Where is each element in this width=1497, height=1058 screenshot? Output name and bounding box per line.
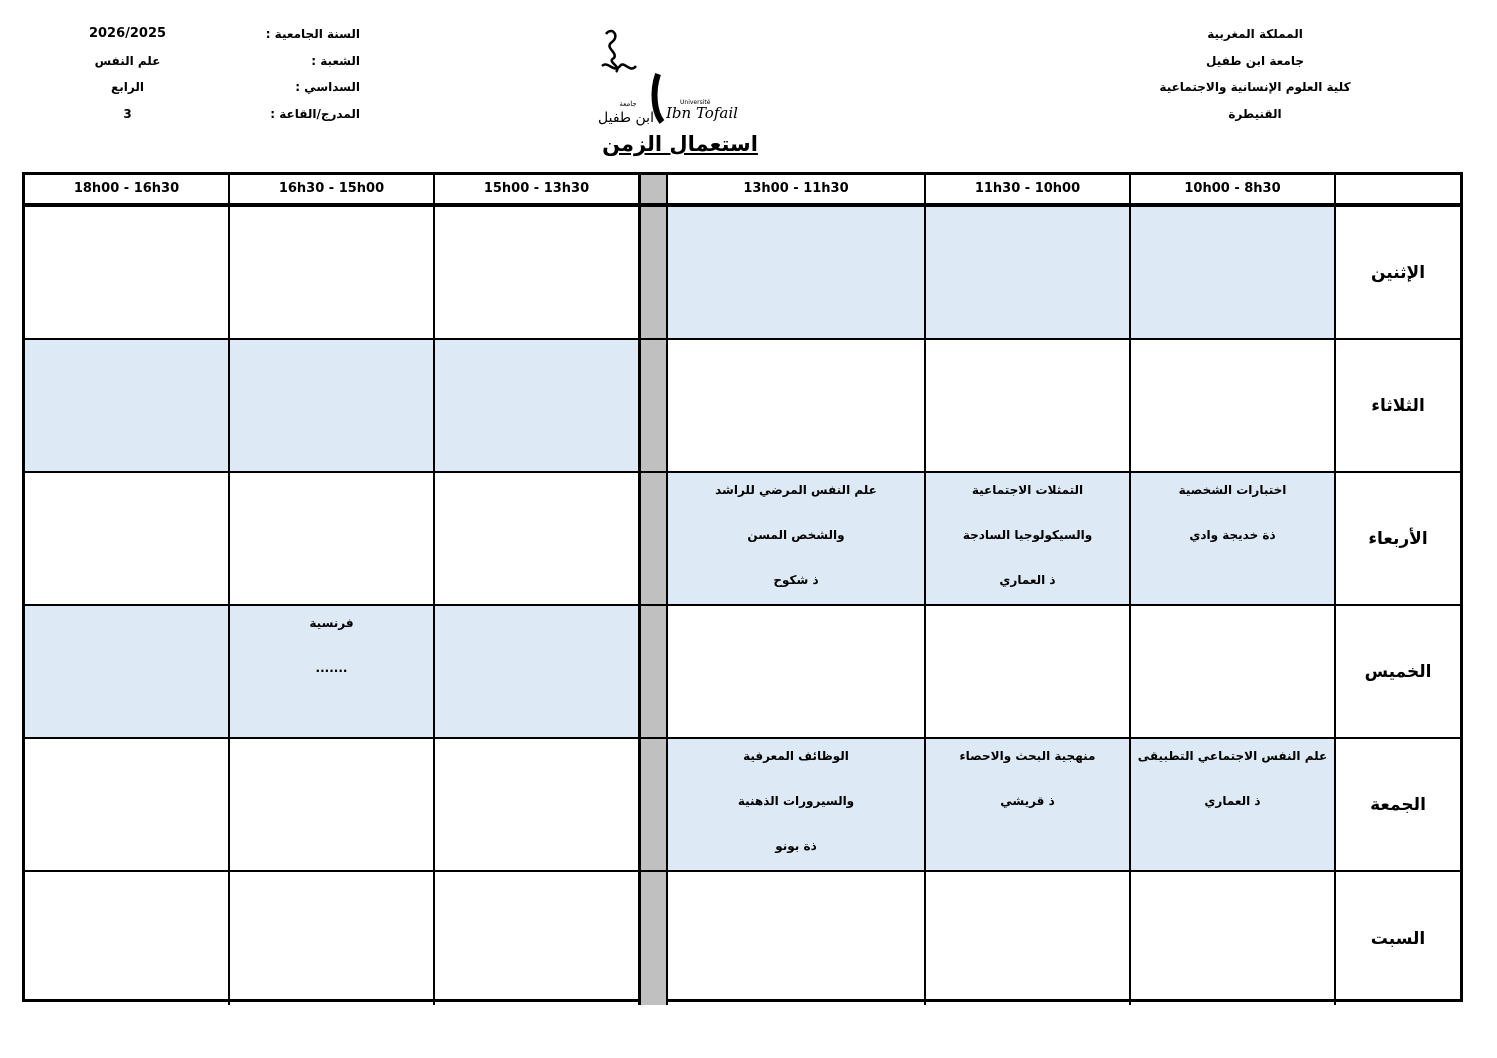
schedule-cell xyxy=(668,340,926,473)
course-line: والسيرورات الذهنية xyxy=(737,794,855,808)
schedule-cell xyxy=(668,207,926,340)
break-column xyxy=(640,340,668,473)
schedule-cell xyxy=(926,606,1131,739)
time-slot-header: 11h30 - 10h00 xyxy=(926,175,1131,207)
schedule-cell xyxy=(435,340,640,473)
course-instructor: ذ قريشي xyxy=(1000,794,1055,808)
time-slot-header: 16h30 - 15h00 xyxy=(230,175,435,207)
course-instructor: ذ العماري xyxy=(999,573,1056,587)
semester-label: السداسي : xyxy=(295,80,360,94)
course-instructor: ذة خديجة وادي xyxy=(1189,528,1276,542)
info-values xyxy=(60,24,195,130)
schedule-cell xyxy=(435,207,640,340)
break-column xyxy=(640,739,668,872)
schedule-cell xyxy=(926,872,1131,1005)
time-slot-header: 18h00 - 16h30 xyxy=(25,175,230,207)
room-value: 3 xyxy=(123,106,132,121)
schedule-cell xyxy=(435,473,640,606)
schedule-cell xyxy=(25,340,230,473)
schedule-cell xyxy=(25,473,230,606)
day-label: الأربعاء xyxy=(1336,473,1460,606)
schedule-cell xyxy=(230,872,435,1005)
header-line: جامعة ابن طفيل xyxy=(1206,53,1304,68)
room-label: المدرج/القاعة : xyxy=(270,106,360,121)
course-line: فرنسية xyxy=(309,616,354,630)
break-column xyxy=(640,175,668,207)
course-line: اختبارات الشخصية xyxy=(1178,483,1287,497)
course-cell xyxy=(926,739,1131,872)
header-line: المملكة المغربية xyxy=(1207,27,1303,41)
schedule-cell xyxy=(230,207,435,340)
day-label: الإثنين xyxy=(1336,207,1460,340)
academic-year-value: 2026/2025 xyxy=(88,26,167,41)
page-title: استعمال الزمن xyxy=(602,132,758,156)
schedule-cell xyxy=(1131,340,1336,473)
course-cell xyxy=(926,473,1131,606)
schedule-cell xyxy=(926,340,1131,473)
schedule-cell xyxy=(435,872,640,1005)
schedule-cell xyxy=(926,207,1131,340)
logo-text: Ibn Tofail xyxy=(666,104,738,122)
schedule-cell xyxy=(25,872,230,1005)
schedule-cell xyxy=(1131,207,1336,340)
break-column xyxy=(640,207,668,340)
schedule-cell xyxy=(435,739,640,872)
institution-header xyxy=(1125,24,1385,130)
day-label: الثلاثاء xyxy=(1336,340,1460,473)
day-column-header xyxy=(1336,175,1460,207)
department-label: الشعبة : xyxy=(311,53,360,68)
course-cell xyxy=(668,473,926,606)
course-cell xyxy=(1131,739,1336,872)
schedule-cell xyxy=(435,606,640,739)
info-labels xyxy=(230,24,360,130)
course-line: علم النفس الاجتماعي التطبيقى xyxy=(1137,749,1328,763)
course-instructor: ذ شكوح xyxy=(773,573,819,587)
semester-value: الرابع xyxy=(111,80,144,94)
header-line: القنيطرة xyxy=(1228,106,1282,121)
academic-year-label: السنة الجامعية : xyxy=(265,27,360,41)
course-line: والسيكولوجيا السادجة xyxy=(962,528,1093,542)
break-column xyxy=(640,606,668,739)
university-logo xyxy=(592,22,738,127)
time-slot-header: 15h00 - 13h30 xyxy=(435,175,640,207)
schedule-cell xyxy=(668,872,926,1005)
day-label: الخميس xyxy=(1336,606,1460,739)
schedule-cell xyxy=(230,473,435,606)
time-slot-header: 13h00 - 11h30 xyxy=(668,175,926,207)
logo-text: ابن طفيل xyxy=(598,110,654,126)
course-instructor: ....... xyxy=(315,661,348,675)
day-label: الجمعة xyxy=(1336,739,1460,872)
schedule-cell xyxy=(230,340,435,473)
header-line: كلية العلوم الإنسانية والاجتماعية xyxy=(1159,80,1351,94)
break-column xyxy=(640,872,668,1005)
course-cell xyxy=(1131,473,1336,606)
course-cell xyxy=(230,606,435,739)
schedule-cell xyxy=(25,739,230,872)
course-line: والشخص المسن xyxy=(747,528,845,542)
course-line: علم النفس المرضي للراشد xyxy=(715,483,877,497)
break-column xyxy=(640,473,668,606)
schedule-cell xyxy=(25,207,230,340)
schedule-cell xyxy=(668,606,926,739)
day-label: السبت xyxy=(1370,928,1426,949)
course-line: منهجية البحث والاحصاء xyxy=(959,749,1096,763)
schedule-cell xyxy=(1131,872,1336,1005)
course-instructor: ذ العماري xyxy=(1204,794,1261,808)
course-instructor: ذة بونو xyxy=(775,839,817,853)
time-slot-header: 10h00 - 8h30 xyxy=(1131,175,1336,207)
logo-text: Université xyxy=(680,99,711,106)
course-line: التمثلات الاجتماعية xyxy=(971,483,1084,497)
course-line: الوظائف المعرفية xyxy=(743,749,849,763)
schedule-cell xyxy=(230,739,435,872)
schedule-cell xyxy=(25,606,230,739)
logo-text: جامعة xyxy=(619,100,637,108)
schedule-cell xyxy=(1131,606,1336,739)
course-cell xyxy=(668,739,926,872)
department-value: علم النفس xyxy=(94,53,161,68)
timetable xyxy=(22,172,1463,1002)
